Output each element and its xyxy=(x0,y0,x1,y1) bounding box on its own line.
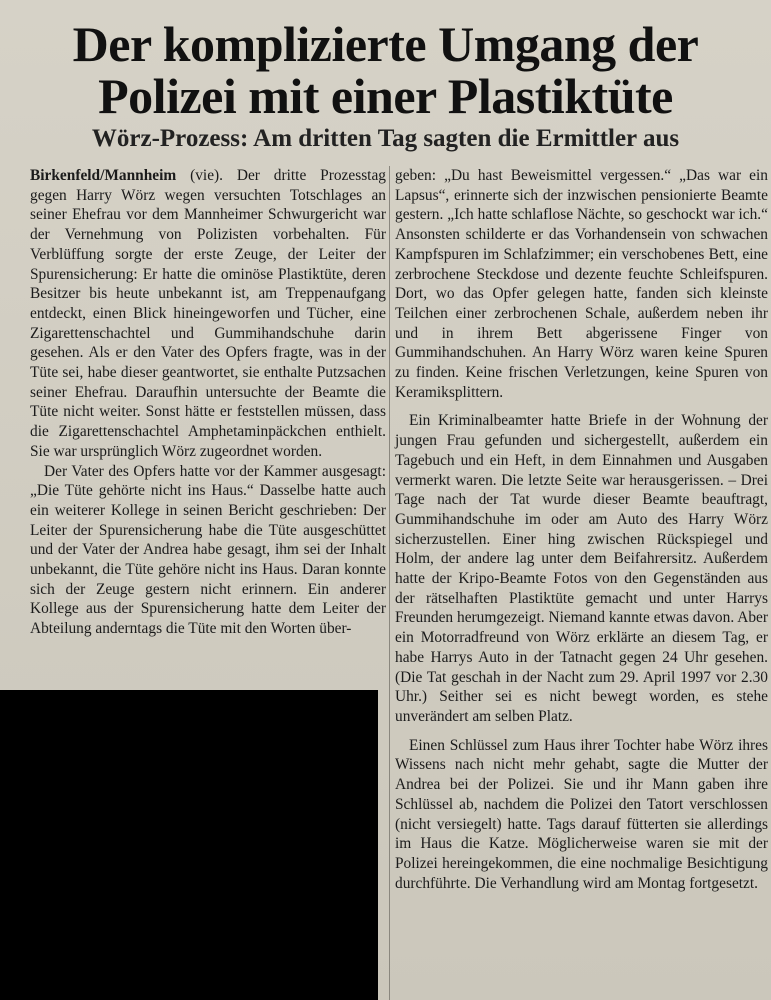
article-paragraph: Einen Schlüssel zum Haus ihrer Tochter habe Wörz ihres Wissens nach nicht mehr gehabt, sagte die Mutter der Andrea bei der Polizei. Sie und ihr Mann gaben ihre Schlüssel ab, nachdem die Polizei den Tatort verschlossen (nicht versiegelt) hatte. Tags darauf fütterten sie allerdings im Haus die Katze. Möglicherweise waren sie mit der Polizei hereingekommen, die eine nochmalige Besichtigung durchführte. Die Verhandlung wird am Montag fortgesetzt. xyxy=(395,736,768,892)
article-paragraph: geben: „Du hast Beweismittel vergessen.“ „Das war ein Lapsus“, erinnerte sich der inzwischen pensionierte Beamte gestern. „Ich hatte schlaflose Nächte, so geschockt war ich.“ Ansonsten schilderte er das Vorhandensein von schwachen Kampfspuren im Schlafzimmer; ein verschobenes Bett, eine zerbrochene Steckdose und dezente feuchte Schleifspuren. Dort, wo das Opfer gelegen hatte, fanden sich kleinste Teilchen einer zerbrochenen Schale, außerdem neben ihr und in ihrem Bett abgerissene Finger von Gummihandschuhen. An Harry Wörz waren keine Spuren zu finden. Keine frischen Verletzungen, keine Spuren von Keramiksplittern. xyxy=(395,167,768,401)
article-column-left xyxy=(30,166,386,639)
article-column-right xyxy=(395,166,768,893)
subheadline: Wörz-Prozess: Am dritten Tag sagten die Ermittler aus xyxy=(91,125,680,152)
dateline: Birkenfeld/Mannheim xyxy=(30,167,177,184)
headline-line-1: Der komplizierte Umgang der xyxy=(72,16,699,72)
article-paragraph xyxy=(30,166,386,462)
article-paragraph: Der Vater des Opfers hatte vor der Kammer ausgesagt: „Die Tüte gehörte nicht ins Haus.“ Dasselbe hatte auch ein weiterer Kollege in seinen Bericht geschrieben: Der Leiter der Spurensicherung habe die Tüte ausgeschüttet und der Vater der Andrea habe gesagt, ihm sei der Inhalt unbekannt, die Tüte gehöre nicht ins Haus. Daran konnte sich der Zeuge gestern nicht erinnern. Ein anderer Kollege aus der Spurensicherung hatte dem Leiter der Abteilung anderntags die Tüte mit den Worten über- xyxy=(30,462,386,638)
redaction-block xyxy=(0,690,378,1000)
headline-line-2: Polizei mit einer Plastiktüte xyxy=(98,68,673,124)
column-divider xyxy=(389,166,390,1000)
paragraph-text: (vie). Der dritte Prozesstag gegen Harry Wörz wegen versuchten Totschlages an seiner Ehefrau vor dem Mannheimer Schwurgericht war der Vernehmung von Polizisten vorbehalten. Für Verblüffung sorgte der erste Zeuge, der Leiter der Spurensicherung: Er hatte die ominöse Plastiktüte, deren Besitzer bis heute unbekannt ist, am Treppenaufgang entdeckt, einen Blick hineingeworfen und Tücher, eine Zigarettenschachtel und Gummihandschuhe darin gesehen. Als er den Vater des Opfers fragte, was in der Tüte sei, habe dieser geantwortet, sie enthalte Putzsachen seiner Ehefrau. Daraufhin untersuchte der Beamte die Tüte nicht weiter. Sonst hätte er feststellen müssen, dass die Zigarettenschachtel Amphetaminpäckchen enthielt. Sie war ursprünglich Wörz zugeordnet worden. xyxy=(30,167,386,460)
article-paragraph: Ein Kriminalbeamter hatte Briefe in der Wohnung der jungen Frau gefunden und sichergestellt, außerdem ein Tagebuch und ein Heft, in dem Einnahmen und Ausgaben vermerkt waren. Die letzte Seite war herausgerissen. – Drei Tage nach der Tat wurde dieser Beamte beauftragt, Gummihandschuhe im oder am Auto des Harry Wörz sicherzustellen. Einer hing zwischen Rückspiegel und Holm, der andere lag unter dem Beifahrersitz. Außerdem hatte der Kripo-Beamte Fotos von den Gegenständen aus der rätselhaften Plastiktüte gemacht und unter Harrys Freunden herumgezeigt. Niemand kannte etwas davon. Aber ein Motorradfreund von Wörz erklärte an diesem Tag, er habe Harrys Auto in der Tatnacht gegen 24 Uhr gesehen. (Die Tat geschah in der Nacht zum 29. April 1997 vor 2.30 Uhr.) Seither sei es nicht bewegt worden, es stehe unverändert am selben Platz. xyxy=(395,412,768,725)
